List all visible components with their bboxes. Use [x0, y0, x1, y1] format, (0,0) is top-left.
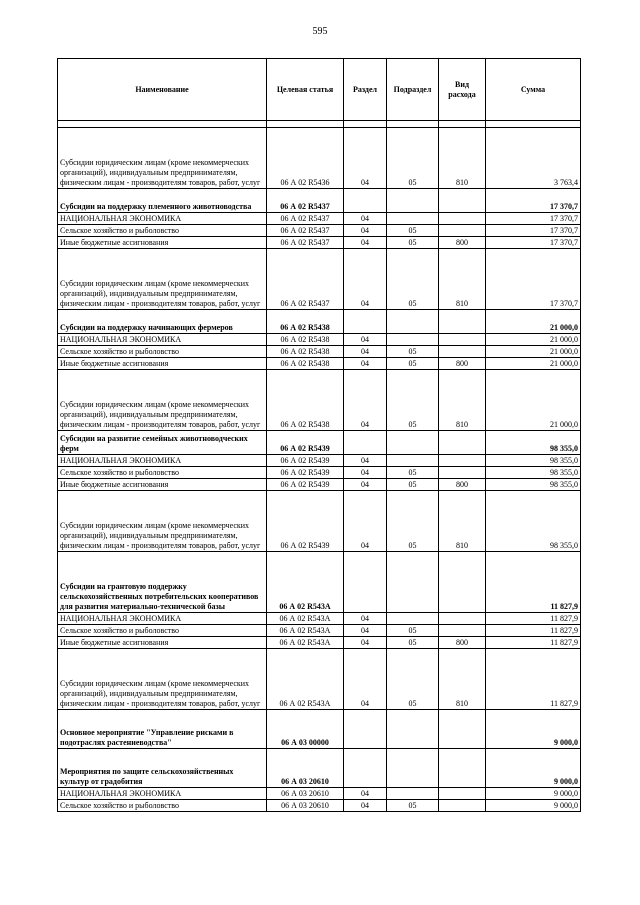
- cell-sum: 11 827,9: [486, 625, 581, 637]
- table-body: [58, 121, 581, 812]
- cell-section: 04: [344, 213, 387, 225]
- table-row: [58, 370, 581, 431]
- table-row: [58, 637, 581, 649]
- cell-expense-type: [439, 788, 486, 800]
- cell-sum: 98 355,0: [486, 431, 581, 455]
- cell-section: 04: [344, 334, 387, 346]
- cell-expense-type: [439, 800, 486, 812]
- cell-sum: 98 355,0: [486, 479, 581, 491]
- cell-target: 06 А 02 R5439: [267, 455, 344, 467]
- cell-name: Субсидии на поддержку начинающих фермеров: [58, 310, 267, 334]
- cell-sum: 17 370,7: [486, 213, 581, 225]
- cell-subsection: 05: [387, 479, 439, 491]
- table-row: [58, 613, 581, 625]
- cell-target: 06 А 02 R5437: [267, 237, 344, 249]
- cell-name: Субсидии юридическим лицам (кроме некоммерческих организаций), индивидуальным предпринимателям, физическим лицам - производителям товаров, работ, услуг: [58, 491, 267, 552]
- cell-sum: 3 763,4: [486, 128, 581, 189]
- cell-expense-type: 810: [439, 649, 486, 710]
- cell-section: 04: [344, 800, 387, 812]
- cell-name: Сельское хозяйство и рыболовство: [58, 225, 267, 237]
- cell-subsection: [387, 749, 439, 788]
- cell-sum: 11 827,9: [486, 649, 581, 710]
- cell-expense-type: 800: [439, 479, 486, 491]
- cell-section: [344, 749, 387, 788]
- header-expense-type: Вид расхода: [439, 59, 486, 121]
- cell-section: 04: [344, 455, 387, 467]
- cell-target: 06 А 02 R5438: [267, 334, 344, 346]
- cell-expense-type: 810: [439, 370, 486, 431]
- cell-name: НАЦИОНАЛЬНАЯ ЭКОНОМИКА: [58, 455, 267, 467]
- table-row: [58, 128, 581, 189]
- table-row: [58, 431, 581, 455]
- table-row: [58, 455, 581, 467]
- cell-target: 06 А 02 R543A: [267, 613, 344, 625]
- budget-table: [57, 58, 581, 812]
- cell-section: 04: [344, 649, 387, 710]
- header-name: Наименование: [58, 59, 267, 121]
- table-row: [58, 346, 581, 358]
- cell-target: 06 А 02 R5439: [267, 467, 344, 479]
- cell-name: Субсидии юридическим лицам (кроме некоммерческих организаций), индивидуальным предпринимателям, физическим лицам - производителям товаров, работ, услуг: [58, 249, 267, 310]
- cell-expense-type: [439, 346, 486, 358]
- cell-name: Основное мероприятие "Управление рисками в подотраслях растениеводства": [58, 710, 267, 749]
- cell-section: 04: [344, 637, 387, 649]
- cell-subsection: 05: [387, 491, 439, 552]
- table-row: [58, 788, 581, 800]
- cell-sum: 17 370,7: [486, 249, 581, 310]
- cell-expense-type: [439, 431, 486, 455]
- table-row: [58, 334, 581, 346]
- cell-section: [344, 431, 387, 455]
- cell-sum: 9 000,0: [486, 749, 581, 788]
- cell-name: Иные бюджетные ассигнования: [58, 358, 267, 370]
- cell-section: 04: [344, 625, 387, 637]
- cell-section: 04: [344, 467, 387, 479]
- cell-sum: 21 000,0: [486, 310, 581, 334]
- table-row: [58, 552, 581, 613]
- cell-name: Иные бюджетные ассигнования: [58, 479, 267, 491]
- cell-sum: 11 827,9: [486, 613, 581, 625]
- cell-sum: 11 827,9: [486, 637, 581, 649]
- cell-target: 06 А 02 R5437: [267, 213, 344, 225]
- cell-expense-type: [439, 552, 486, 613]
- cell-target: 06 А 02 R5436: [267, 128, 344, 189]
- cell-name: Сельское хозяйство и рыболовство: [58, 625, 267, 637]
- cell-subsection: 05: [387, 370, 439, 431]
- cell-expense-type: [439, 749, 486, 788]
- cell-target: 06 А 02 R5437: [267, 249, 344, 310]
- cell-subsection: [387, 455, 439, 467]
- cell-sum: 21 000,0: [486, 334, 581, 346]
- cell-section: 04: [344, 491, 387, 552]
- cell-name: Субсидии юридическим лицам (кроме некоммерческих организаций), индивидуальным предпринимателям, физическим лицам - производителям товаров, работ, услуг: [58, 128, 267, 189]
- table-row: [58, 213, 581, 225]
- cell-expense-type: [439, 189, 486, 213]
- cell-target: 06 А 02 R543A: [267, 637, 344, 649]
- cell-subsection: 05: [387, 237, 439, 249]
- header-target: Целевая статья: [267, 59, 344, 121]
- table-row: [58, 649, 581, 710]
- cell-subsection: [387, 431, 439, 455]
- cell-target: 06 А 02 R5439: [267, 479, 344, 491]
- cell-sum: 21 000,0: [486, 370, 581, 431]
- cell-target: 06 А 02 R5438: [267, 346, 344, 358]
- cell-section: 04: [344, 358, 387, 370]
- table-row: [58, 237, 581, 249]
- cell-expense-type: [439, 467, 486, 479]
- cell-name: Сельское хозяйство и рыболовство: [58, 346, 267, 358]
- cell-target: 06 А 02 R543A: [267, 625, 344, 637]
- cell-expense-type: 800: [439, 358, 486, 370]
- cell-target: 06 А 02 R5439: [267, 431, 344, 455]
- cell-sum: 98 355,0: [486, 455, 581, 467]
- cell-subsection: 05: [387, 467, 439, 479]
- page-number: 595: [312, 26, 328, 37]
- cell-target: 06 А 03 20610: [267, 788, 344, 800]
- cell-target: 06 А 02 R5438: [267, 310, 344, 334]
- header-sum: Сумма: [486, 59, 581, 121]
- cell-sum: 17 370,7: [486, 237, 581, 249]
- cell-subsection: [387, 788, 439, 800]
- cell-expense-type: [439, 225, 486, 237]
- cell-section: 04: [344, 249, 387, 310]
- cell-subsection: 05: [387, 637, 439, 649]
- table-row: [58, 249, 581, 310]
- cell-section: 04: [344, 613, 387, 625]
- cell-target: 06 А 02 R5437: [267, 189, 344, 213]
- cell-subsection: 05: [387, 649, 439, 710]
- cell-target: 06 А 02 R5439: [267, 491, 344, 552]
- cell-expense-type: 810: [439, 491, 486, 552]
- cell-target: 06 А 02 R5438: [267, 370, 344, 431]
- cell-sum: 21 000,0: [486, 346, 581, 358]
- cell-sum: 17 370,7: [486, 189, 581, 213]
- table-row: [58, 467, 581, 479]
- cell-name: НАЦИОНАЛЬНАЯ ЭКОНОМИКА: [58, 788, 267, 800]
- cell-section: 04: [344, 788, 387, 800]
- cell-subsection: 05: [387, 128, 439, 189]
- cell-name: НАЦИОНАЛЬНАЯ ЭКОНОМИКА: [58, 613, 267, 625]
- cell-expense-type: 810: [439, 128, 486, 189]
- cell-subsection: [387, 189, 439, 213]
- header-subsection: Подраздел: [387, 59, 439, 121]
- cell-subsection: [387, 710, 439, 749]
- table-row: [58, 310, 581, 334]
- table-row: [58, 479, 581, 491]
- cell-expense-type: [439, 613, 486, 625]
- table-row: [58, 358, 581, 370]
- cell-section: 04: [344, 128, 387, 189]
- cell-target: 06 А 02 R543A: [267, 649, 344, 710]
- cell-section: 04: [344, 237, 387, 249]
- cell-name: Сельское хозяйство и рыболовство: [58, 467, 267, 479]
- cell-name: Сельское хозяйство и рыболовство: [58, 800, 267, 812]
- cell-target: 06 А 02 R5437: [267, 225, 344, 237]
- cell-subsection: 05: [387, 625, 439, 637]
- cell-sum: 9 000,0: [486, 788, 581, 800]
- cell-name: НАЦИОНАЛЬНАЯ ЭКОНОМИКА: [58, 213, 267, 225]
- cell-expense-type: 800: [439, 237, 486, 249]
- cell-subsection: [387, 613, 439, 625]
- cell-section: [344, 710, 387, 749]
- cell-target: 06 А 03 00000: [267, 710, 344, 749]
- cell-subsection: 05: [387, 800, 439, 812]
- cell-subsection: [387, 213, 439, 225]
- cell-section: 04: [344, 479, 387, 491]
- cell-name: Иные бюджетные ассигнования: [58, 237, 267, 249]
- cell-subsection: 05: [387, 249, 439, 310]
- cell-sum: 11 827,9: [486, 552, 581, 613]
- cell-subsection: 05: [387, 346, 439, 358]
- cell-name: Субсидии на поддержку племенного животноводства: [58, 189, 267, 213]
- cell-expense-type: [439, 334, 486, 346]
- table-row: [58, 491, 581, 552]
- cell-subsection: 05: [387, 225, 439, 237]
- cell-section: [344, 552, 387, 613]
- cell-expense-type: 800: [439, 637, 486, 649]
- cell-sum: 9 000,0: [486, 710, 581, 749]
- cell-section: 04: [344, 225, 387, 237]
- cell-subsection: [387, 552, 439, 613]
- cell-expense-type: 810: [439, 249, 486, 310]
- cell-sum: 98 355,0: [486, 491, 581, 552]
- cell-expense-type: [439, 710, 486, 749]
- cell-section: 04: [344, 346, 387, 358]
- header-section: Раздел: [344, 59, 387, 121]
- cell-section: [344, 310, 387, 334]
- table-row: [58, 189, 581, 213]
- table-row: [58, 710, 581, 749]
- cell-name: НАЦИОНАЛЬНАЯ ЭКОНОМИКА: [58, 334, 267, 346]
- cell-sum: 9 000,0: [486, 800, 581, 812]
- cell-target: 06 А 02 R543A: [267, 552, 344, 613]
- cell-target: 06 А 03 20610: [267, 800, 344, 812]
- cell-target: 06 А 03 20610: [267, 749, 344, 788]
- cell-name: Субсидии на развитие семейных животноводческих ферм: [58, 431, 267, 455]
- cell-expense-type: [439, 213, 486, 225]
- cell-sum: 17 370,7: [486, 225, 581, 237]
- cell-name: Субсидии юридическим лицам (кроме некоммерческих организаций), индивидуальным предпринимателям, физическим лицам - производителям товаров, работ, услуг: [58, 370, 267, 431]
- cell-section: 04: [344, 370, 387, 431]
- cell-target: 06 А 02 R5438: [267, 358, 344, 370]
- cell-expense-type: [439, 310, 486, 334]
- cell-subsection: [387, 310, 439, 334]
- cell-name: Субсидии на грантовую поддержку сельскохозяйственных потребительских кооперативов для развития материально-технической базы: [58, 552, 267, 613]
- cell-sum: 98 355,0: [486, 467, 581, 479]
- spacer-row: [58, 121, 581, 128]
- table-header-row: [58, 59, 581, 121]
- cell-name: Иные бюджетные ассигнования: [58, 637, 267, 649]
- cell-subsection: [387, 334, 439, 346]
- cell-expense-type: [439, 625, 486, 637]
- cell-expense-type: [439, 455, 486, 467]
- cell-subsection: 05: [387, 358, 439, 370]
- cell-section: [344, 189, 387, 213]
- table-row: [58, 625, 581, 637]
- cell-name: Субсидии юридическим лицам (кроме некоммерческих организаций), индивидуальным предпринимателям, физическим лицам - производителям товаров, работ, услуг: [58, 649, 267, 710]
- table-row: [58, 749, 581, 788]
- cell-name: Мероприятия по защите сельскохозяйственных культур от градобития: [58, 749, 267, 788]
- table-row: [58, 800, 581, 812]
- cell-sum: 21 000,0: [486, 358, 581, 370]
- table-row: [58, 225, 581, 237]
